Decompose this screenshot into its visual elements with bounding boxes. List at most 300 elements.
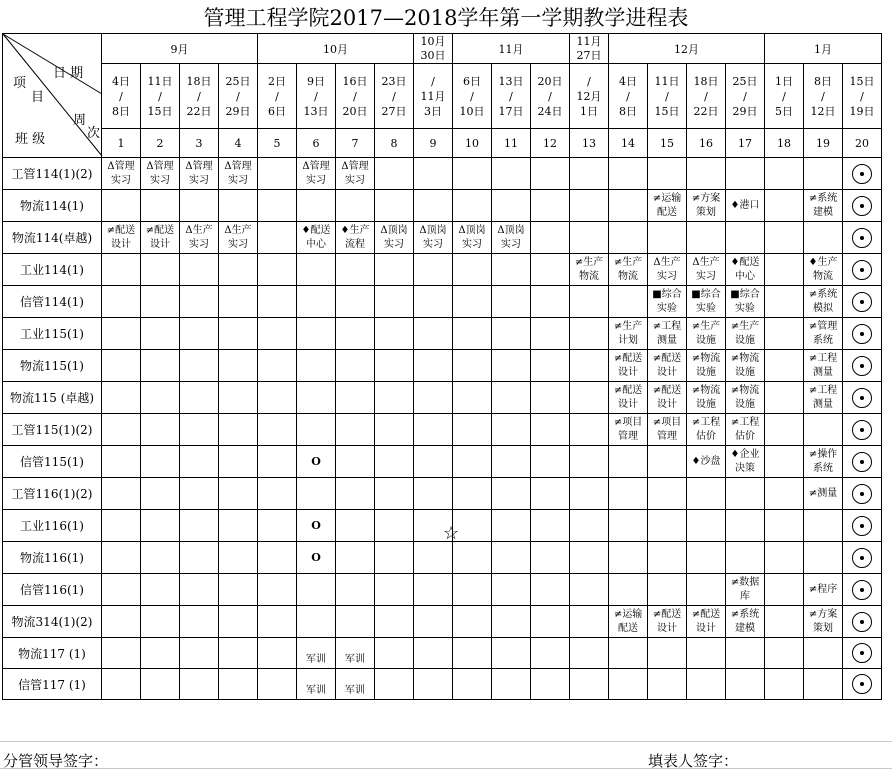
schedule-cell	[648, 414, 687, 446]
table-row	[3, 574, 882, 606]
schedule-cell	[414, 190, 453, 222]
schedule-cell	[570, 286, 609, 318]
marker-o: O	[297, 542, 336, 574]
schedule-cell	[609, 669, 648, 700]
circled-dot-icon	[852, 324, 872, 344]
week-number-cell: 2	[141, 129, 180, 158]
schedule-cell	[180, 222, 219, 254]
schedule-cell	[492, 669, 531, 700]
schedule-cell	[102, 446, 141, 478]
schedule-entry: ≠工程 估价	[691, 416, 721, 442]
schedule-entry: ≠项目 管理	[613, 416, 643, 442]
schedule-cell	[336, 669, 375, 700]
schedule-cell	[804, 414, 843, 446]
schedule-cell	[414, 606, 453, 638]
date-range-cell: 4日 / 8日	[609, 64, 648, 129]
schedule-cell	[609, 510, 648, 542]
schedule-cell	[492, 510, 531, 542]
schedule-cell	[609, 638, 648, 669]
week-number-cell: 6	[297, 129, 336, 158]
table-row	[3, 478, 882, 510]
schedule-cell	[726, 318, 765, 350]
table-row	[3, 158, 882, 190]
schedule-cell	[804, 286, 843, 318]
schedule-entry: Δ顶岗 实习	[419, 224, 447, 250]
schedule-cell	[726, 446, 765, 478]
month-header: 11月	[453, 34, 570, 64]
schedule-cell	[765, 254, 804, 286]
schedule-entry: 军训	[345, 654, 365, 665]
schedule-cell	[258, 350, 297, 382]
schedule-cell	[765, 638, 804, 669]
schedule-entry: Δ生产 实习	[185, 224, 213, 250]
schedule-cell	[843, 510, 882, 542]
corner-label-week-a: 周	[73, 113, 87, 128]
schedule-cell	[219, 510, 258, 542]
date-range-cell: 11日 / 15日	[648, 64, 687, 129]
schedule-cell	[453, 254, 492, 286]
table-row	[3, 382, 882, 414]
schedule-entry: ≠配送 设计	[613, 352, 643, 378]
schedule-cell	[453, 286, 492, 318]
date-range-cell: / 11月 3日	[414, 64, 453, 129]
schedule-cell	[843, 286, 882, 318]
schedule-cell	[414, 318, 453, 350]
schedule-cell	[141, 414, 180, 446]
schedule-cell	[414, 669, 453, 700]
schedule-cell	[141, 350, 180, 382]
schedule-cell	[726, 606, 765, 638]
date-range-cell: 1日 / 5日	[765, 64, 804, 129]
schedule-cell	[180, 318, 219, 350]
schedule-cell	[531, 222, 570, 254]
schedule-cell	[219, 446, 258, 478]
schedule-cell	[570, 510, 609, 542]
schedule-cell	[375, 606, 414, 638]
schedule-entry: Δ管理 实习	[224, 160, 252, 186]
schedule-cell	[804, 574, 843, 606]
month-header: 9月	[102, 34, 258, 64]
schedule-cell	[726, 574, 765, 606]
grid-line	[0, 741, 892, 742]
schedule-cell	[453, 606, 492, 638]
schedule-cell	[843, 574, 882, 606]
schedule-cell	[375, 542, 414, 574]
schedule-cell	[102, 158, 141, 190]
schedule-cell	[414, 638, 453, 669]
schedule-cell	[453, 318, 492, 350]
schedule-cell	[336, 222, 375, 254]
schedule-cell	[492, 350, 531, 382]
schedule-cell	[219, 478, 258, 510]
schedule-cell	[843, 446, 882, 478]
schedule-cell	[492, 190, 531, 222]
schedule-cell	[843, 478, 882, 510]
schedule-cell	[492, 638, 531, 669]
schedule-entry: Δ生产 实习	[653, 256, 681, 282]
schedule-cell	[453, 158, 492, 190]
schedule-entry: Δ顶岗 实习	[497, 224, 525, 250]
circled-dot-icon	[852, 612, 872, 632]
schedule-cell	[375, 286, 414, 318]
schedule-cell	[102, 478, 141, 510]
schedule-cell	[180, 574, 219, 606]
schedule-cell	[726, 478, 765, 510]
class-name-cell: 物流314(1)(2)	[3, 606, 102, 638]
date-range-cell: 13日 / 17日	[492, 64, 531, 129]
schedule-entry: Δ管理 实习	[107, 160, 135, 186]
schedule-cell	[219, 574, 258, 606]
schedule-cell	[375, 382, 414, 414]
schedule-cell	[570, 158, 609, 190]
schedule-cell	[180, 542, 219, 574]
schedule-entry: ♦港口	[730, 199, 760, 211]
schedule-cell	[609, 542, 648, 574]
schedule-cell	[141, 478, 180, 510]
schedule-cell	[570, 318, 609, 350]
class-name-cell: 工业114(1)	[3, 254, 102, 286]
schedule-cell	[492, 222, 531, 254]
marker-o: O	[297, 510, 336, 542]
schedule-cell	[687, 286, 726, 318]
class-name-cell: 信管115(1)	[3, 446, 102, 478]
schedule-cell	[141, 382, 180, 414]
schedule-cell	[297, 158, 336, 190]
schedule-cell	[804, 382, 843, 414]
schedule-cell	[453, 478, 492, 510]
schedule-cell	[141, 158, 180, 190]
class-name-cell: 工管114(1)(2)	[3, 158, 102, 190]
schedule-cell	[297, 286, 336, 318]
schedule-cell	[765, 350, 804, 382]
corner-header-cell	[3, 34, 102, 158]
schedule-cell	[804, 446, 843, 478]
schedule-cell	[609, 478, 648, 510]
page-title: 管理工程学院2017—2018学年第一学期教学进程表	[203, 6, 689, 30]
schedule-cell	[531, 606, 570, 638]
schedule-cell	[726, 382, 765, 414]
schedule-cell	[765, 382, 804, 414]
week-number-cell: 19	[804, 129, 843, 158]
week-number-cell: 1	[102, 129, 141, 158]
schedule-cell	[141, 606, 180, 638]
schedule-cell	[180, 286, 219, 318]
schedule-entry: 军训	[306, 685, 326, 696]
date-range-cell: 18日 / 22日	[687, 64, 726, 129]
class-name-cell: 物流115 (卓越)	[3, 382, 102, 414]
schedule-cell	[765, 158, 804, 190]
schedule-entry: Δ管理 实习	[302, 160, 330, 186]
schedule-cell	[531, 382, 570, 414]
date-range-cell: 25日 / 29日	[219, 64, 258, 129]
week-number-cell: 3	[180, 129, 219, 158]
schedule-cell	[297, 414, 336, 446]
class-name-cell: 物流116(1)	[3, 542, 102, 574]
table-row	[3, 222, 882, 254]
schedule-cell	[609, 318, 648, 350]
schedule-entry: ≠生产 设施	[691, 320, 721, 346]
schedule-cell	[726, 638, 765, 669]
schedule-cell	[687, 669, 726, 700]
schedule-cell	[492, 606, 531, 638]
schedule-cell	[141, 254, 180, 286]
schedule-cell	[180, 254, 219, 286]
schedule-entry: ■综合 实验	[652, 288, 682, 314]
schedule-entry: ≠生产 物流	[574, 256, 604, 282]
schedule-cell	[414, 350, 453, 382]
schedule-cell	[297, 574, 336, 606]
week-number-cell: 7	[336, 129, 375, 158]
schedule-cell	[609, 574, 648, 606]
schedule-cell	[258, 254, 297, 286]
schedule-cell	[648, 542, 687, 574]
schedule-cell	[414, 158, 453, 190]
schedule-cell	[804, 606, 843, 638]
schedule-cell	[102, 190, 141, 222]
date-range-cell: 8日 / 12日	[804, 64, 843, 129]
month-header: 1月	[765, 34, 882, 64]
month-header: 12月	[609, 34, 765, 64]
schedule-cell	[648, 318, 687, 350]
schedule-entry: ≠测量	[808, 487, 838, 499]
schedule-entry: ≠工程 测量	[808, 384, 838, 410]
schedule-entry: ≠配送 设计	[106, 224, 136, 250]
schedule-cell	[843, 669, 882, 700]
schedule-cell	[765, 414, 804, 446]
schedule-cell	[765, 478, 804, 510]
schedule-cell	[219, 382, 258, 414]
grid-line	[0, 768, 892, 769]
schedule-entry: ≠项目 管理	[652, 416, 682, 442]
schedule-cell	[648, 446, 687, 478]
schedule-cell	[531, 574, 570, 606]
schedule-cell	[297, 669, 336, 700]
schedule-cell	[141, 542, 180, 574]
schedule-cell	[297, 638, 336, 669]
schedule-cell	[180, 669, 219, 700]
schedule-cell	[375, 190, 414, 222]
schedule-cell	[687, 222, 726, 254]
schedule-cell	[687, 574, 726, 606]
table-row	[3, 669, 882, 700]
schedule-cell	[375, 669, 414, 700]
schedule-entry: ≠生产 计划	[613, 320, 643, 346]
table-row	[3, 414, 882, 446]
schedule-entry: ≠工程 测量	[652, 320, 682, 346]
schedule-cell	[804, 222, 843, 254]
schedule-cell	[531, 318, 570, 350]
schedule-cell	[765, 606, 804, 638]
schedule-cell	[453, 190, 492, 222]
schedule-entry: ≠方案 策划	[691, 192, 721, 218]
schedule-cell	[258, 446, 297, 478]
schedule-cell	[687, 254, 726, 286]
schedule-cell	[141, 446, 180, 478]
schedule-cell	[492, 446, 531, 478]
circled-dot-icon	[852, 228, 872, 248]
corner-label-item-b: 目	[31, 90, 45, 105]
date-header-row	[3, 64, 882, 129]
schedule-cell	[531, 414, 570, 446]
schedule-cell	[531, 478, 570, 510]
schedule-cell	[219, 254, 258, 286]
table-row	[3, 254, 882, 286]
schedule-cell	[765, 318, 804, 350]
week-number-row	[3, 129, 882, 158]
schedule-entry: ≠管理 系统	[808, 320, 838, 346]
week-number-cell: 13	[570, 129, 609, 158]
schedule-entry: ≠物流 设施	[730, 384, 760, 410]
schedule-cell	[531, 669, 570, 700]
schedule-cell	[258, 606, 297, 638]
corner-label-class: 班 级	[15, 132, 46, 147]
schedule-cell	[375, 318, 414, 350]
circled-dot-icon	[852, 196, 872, 216]
month-header-row	[3, 34, 882, 64]
schedule-cell	[453, 542, 492, 574]
schedule-cell	[648, 638, 687, 669]
date-range-cell: 18日 / 22日	[180, 64, 219, 129]
schedule-cell	[375, 638, 414, 669]
schedule-cell	[180, 638, 219, 669]
schedule-cell	[258, 222, 297, 254]
table-row	[3, 350, 882, 382]
schedule-cell	[375, 158, 414, 190]
schedule-cell	[336, 510, 375, 542]
schedule-cell	[765, 574, 804, 606]
week-number-cell: 15	[648, 129, 687, 158]
schedule-entry: ♦企业 决策	[730, 448, 760, 474]
schedule-cell	[375, 446, 414, 478]
schedule-entry: 军训	[345, 685, 365, 696]
schedule-cell	[609, 446, 648, 478]
schedule-cell	[258, 510, 297, 542]
schedule-entry: ♦生产 物流	[808, 256, 838, 282]
schedule-cell	[492, 254, 531, 286]
schedule-cell	[180, 190, 219, 222]
schedule-cell	[531, 638, 570, 669]
schedule-cell	[570, 638, 609, 669]
schedule-cell	[609, 350, 648, 382]
schedule-cell	[297, 350, 336, 382]
schedule-cell	[687, 606, 726, 638]
schedule-cell	[843, 414, 882, 446]
schedule-entry: ≠系统 建模	[808, 192, 838, 218]
star-icon: ☆	[443, 522, 460, 544]
schedule-cell	[648, 190, 687, 222]
schedule-cell	[726, 190, 765, 222]
schedule-entry: ≠工程 估价	[730, 416, 760, 442]
leader-signature-label: 分管领导签字：	[3, 752, 109, 770]
schedule-cell	[492, 414, 531, 446]
schedule-cell	[687, 638, 726, 669]
date-range-cell: 16日 / 20日	[336, 64, 375, 129]
schedule-cell	[726, 158, 765, 190]
schedule-cell	[492, 158, 531, 190]
schedule-cell	[843, 190, 882, 222]
schedule-cell	[492, 478, 531, 510]
schedule-cell	[570, 190, 609, 222]
schedule-cell	[804, 190, 843, 222]
schedule-entry: ♦配送 中心	[730, 256, 760, 282]
schedule-cell	[258, 318, 297, 350]
schedule-cell	[570, 669, 609, 700]
date-range-cell: 20日 / 24日	[531, 64, 570, 129]
week-number-cell: 16	[687, 129, 726, 158]
schedule-cell	[492, 318, 531, 350]
schedule-cell	[219, 318, 258, 350]
schedule-cell	[843, 350, 882, 382]
class-name-cell: 工业116(1)	[3, 510, 102, 542]
class-name-cell: 工管115(1)(2)	[3, 414, 102, 446]
schedule-cell	[141, 222, 180, 254]
schedule-cell	[843, 158, 882, 190]
schedule-cell	[531, 510, 570, 542]
circled-dot-icon	[852, 484, 872, 504]
class-name-cell: 工业115(1)	[3, 318, 102, 350]
schedule-cell	[336, 190, 375, 222]
schedule-cell	[492, 382, 531, 414]
schedule-entry: ■综合 实验	[691, 288, 721, 314]
circled-dot-icon	[852, 452, 872, 472]
schedule-cell	[726, 542, 765, 574]
schedule-cell	[687, 190, 726, 222]
class-name-cell: 工管116(1)(2)	[3, 478, 102, 510]
schedule-cell	[375, 254, 414, 286]
week-number-cell: 11	[492, 129, 531, 158]
schedule-entry: ≠运输 配送	[652, 192, 682, 218]
schedule-entry: ≠物流 设施	[691, 352, 721, 378]
schedule-cell	[336, 158, 375, 190]
month-header: 10月 30日	[414, 34, 453, 64]
date-range-cell: 4日 / 8日	[102, 64, 141, 129]
schedule-cell	[219, 158, 258, 190]
schedule-cell	[258, 542, 297, 574]
schedule-cell	[414, 254, 453, 286]
schedule-cell	[258, 414, 297, 446]
week-number-cell: 9	[414, 129, 453, 158]
schedule-cell	[141, 574, 180, 606]
marker-o: O	[297, 446, 336, 478]
schedule-cell	[726, 254, 765, 286]
schedule-cell	[843, 222, 882, 254]
schedule-entry: Δ管理 实习	[185, 160, 213, 186]
corner-label-item-a: 项	[13, 76, 27, 91]
schedule-cell	[804, 254, 843, 286]
schedule-cell	[531, 286, 570, 318]
schedule-cell	[609, 414, 648, 446]
schedule-entry: ≠配送 设计	[145, 224, 175, 250]
schedule-entry: ≠配送 设计	[652, 608, 682, 634]
schedule-cell	[375, 478, 414, 510]
schedule-cell	[375, 414, 414, 446]
circled-dot-icon	[852, 388, 872, 408]
class-name-cell: 物流117 (1)	[3, 638, 102, 669]
schedule-entry: ≠物流 设施	[691, 384, 721, 410]
week-number-cell: 14	[609, 129, 648, 158]
schedule-cell	[648, 286, 687, 318]
schedule-cell	[141, 510, 180, 542]
schedule-cell	[102, 382, 141, 414]
schedule-cell	[297, 190, 336, 222]
schedule-cell	[336, 574, 375, 606]
schedule-cell	[219, 606, 258, 638]
schedule-cell	[297, 318, 336, 350]
schedule-cell	[570, 254, 609, 286]
schedule-cell	[531, 158, 570, 190]
schedule-cell	[219, 190, 258, 222]
schedule-cell	[765, 222, 804, 254]
